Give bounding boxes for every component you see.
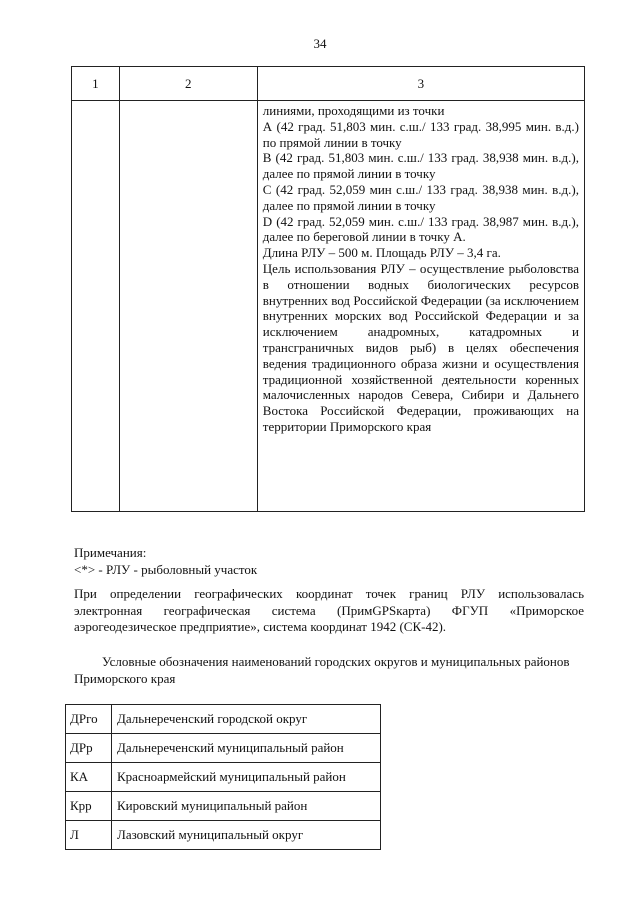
- boundary-point-b: В (42 град. 51,803 мин. с.ш./ 133 град. 38,938 мин. в.д.), далее по прямой линии в точку: [262, 150, 579, 182]
- boundary-point-a: А (42 град. 51,803 мин. с.ш./ 133 град. 38,995 мин. в.д.) по прямой линии в точку: [262, 118, 579, 150]
- legend-name: Дальнереченский муниципальный район: [112, 734, 381, 763]
- legend-abbr: ДРр: [66, 734, 112, 763]
- legend-abbr: КА: [66, 763, 112, 792]
- legend-row: [66, 763, 381, 792]
- legend-name: Дальнереченский городской округ: [112, 705, 381, 734]
- usage-purpose: Цель использования РЛУ – осуществление рыболовства в отношении водных биологических ресурсов внутренних вод Российской Федерации (за исключением внутренних морских вод Российской Федерации и за исключением анадромных, катадромных и трансграничных видов рыб) в целях обеспечения ведения традиционного образа жизни и осуществления традиционной хозяйственной деятельности коренных малочисленных народов Севера, Сибири и Дальнего Востока Российской Федерации, проживающих на территории Приморского края: [262, 260, 579, 434]
- table-cell-col-1: [72, 101, 120, 512]
- header-col-3: 3: [257, 67, 584, 101]
- legend-abbr: Крр: [66, 792, 112, 821]
- legend-name: Красноармейский муниципальный район: [112, 763, 381, 792]
- legend-row: [66, 705, 381, 734]
- notes-paragraph: При определении географических координат точек границ РЛУ использовалась электронная географическая система (ПримGPSкарта) ФГУП «Приморское аэрогеодезическое предприятие», система координат 1942 (СК-42).: [74, 586, 584, 634]
- legend-row: [66, 734, 381, 763]
- notes-item: <*> - РЛУ - рыболовный участок: [74, 562, 258, 577]
- table-cell-col-3: [257, 101, 584, 512]
- legend-row: [66, 821, 381, 850]
- boundary-intro: линиями, проходящими из точки: [262, 103, 445, 118]
- table-header-row: [72, 67, 585, 101]
- legend-row: [66, 792, 381, 821]
- boundary-point-c: С (42 град. 52,059 мин с.ш./ 133 град. 38,938 мин. в.д.), далее по прямой линии в точку: [262, 181, 579, 213]
- length-area: Длина РЛУ – 500 м. Площадь РЛУ – 3,4 га.: [262, 245, 501, 261]
- legend-abbr: Л: [66, 821, 112, 850]
- table-row: [72, 101, 585, 512]
- table-cell-col-2: [119, 101, 257, 512]
- legend-name: Лазовский муниципальный округ: [112, 821, 381, 850]
- header-col-1: 1: [72, 67, 120, 101]
- main-table: [71, 66, 585, 512]
- legend-title: Условные обозначения наименований городских округов и муниципальных районов Приморского края: [74, 654, 570, 686]
- notes-title: Примечания:: [74, 545, 147, 560]
- page-number: 34: [313, 36, 327, 51]
- legend-abbr: ДРго: [66, 705, 112, 734]
- legend-table: [65, 704, 381, 850]
- boundary-point-d: D (42 град. 52,059 мин. с.ш./ 133 град. 38,987 мин. в.д.), далее по береговой линии в точку А.: [262, 213, 579, 245]
- legend-name: Кировский муниципальный район: [112, 792, 381, 821]
- header-col-2: 2: [119, 67, 257, 101]
